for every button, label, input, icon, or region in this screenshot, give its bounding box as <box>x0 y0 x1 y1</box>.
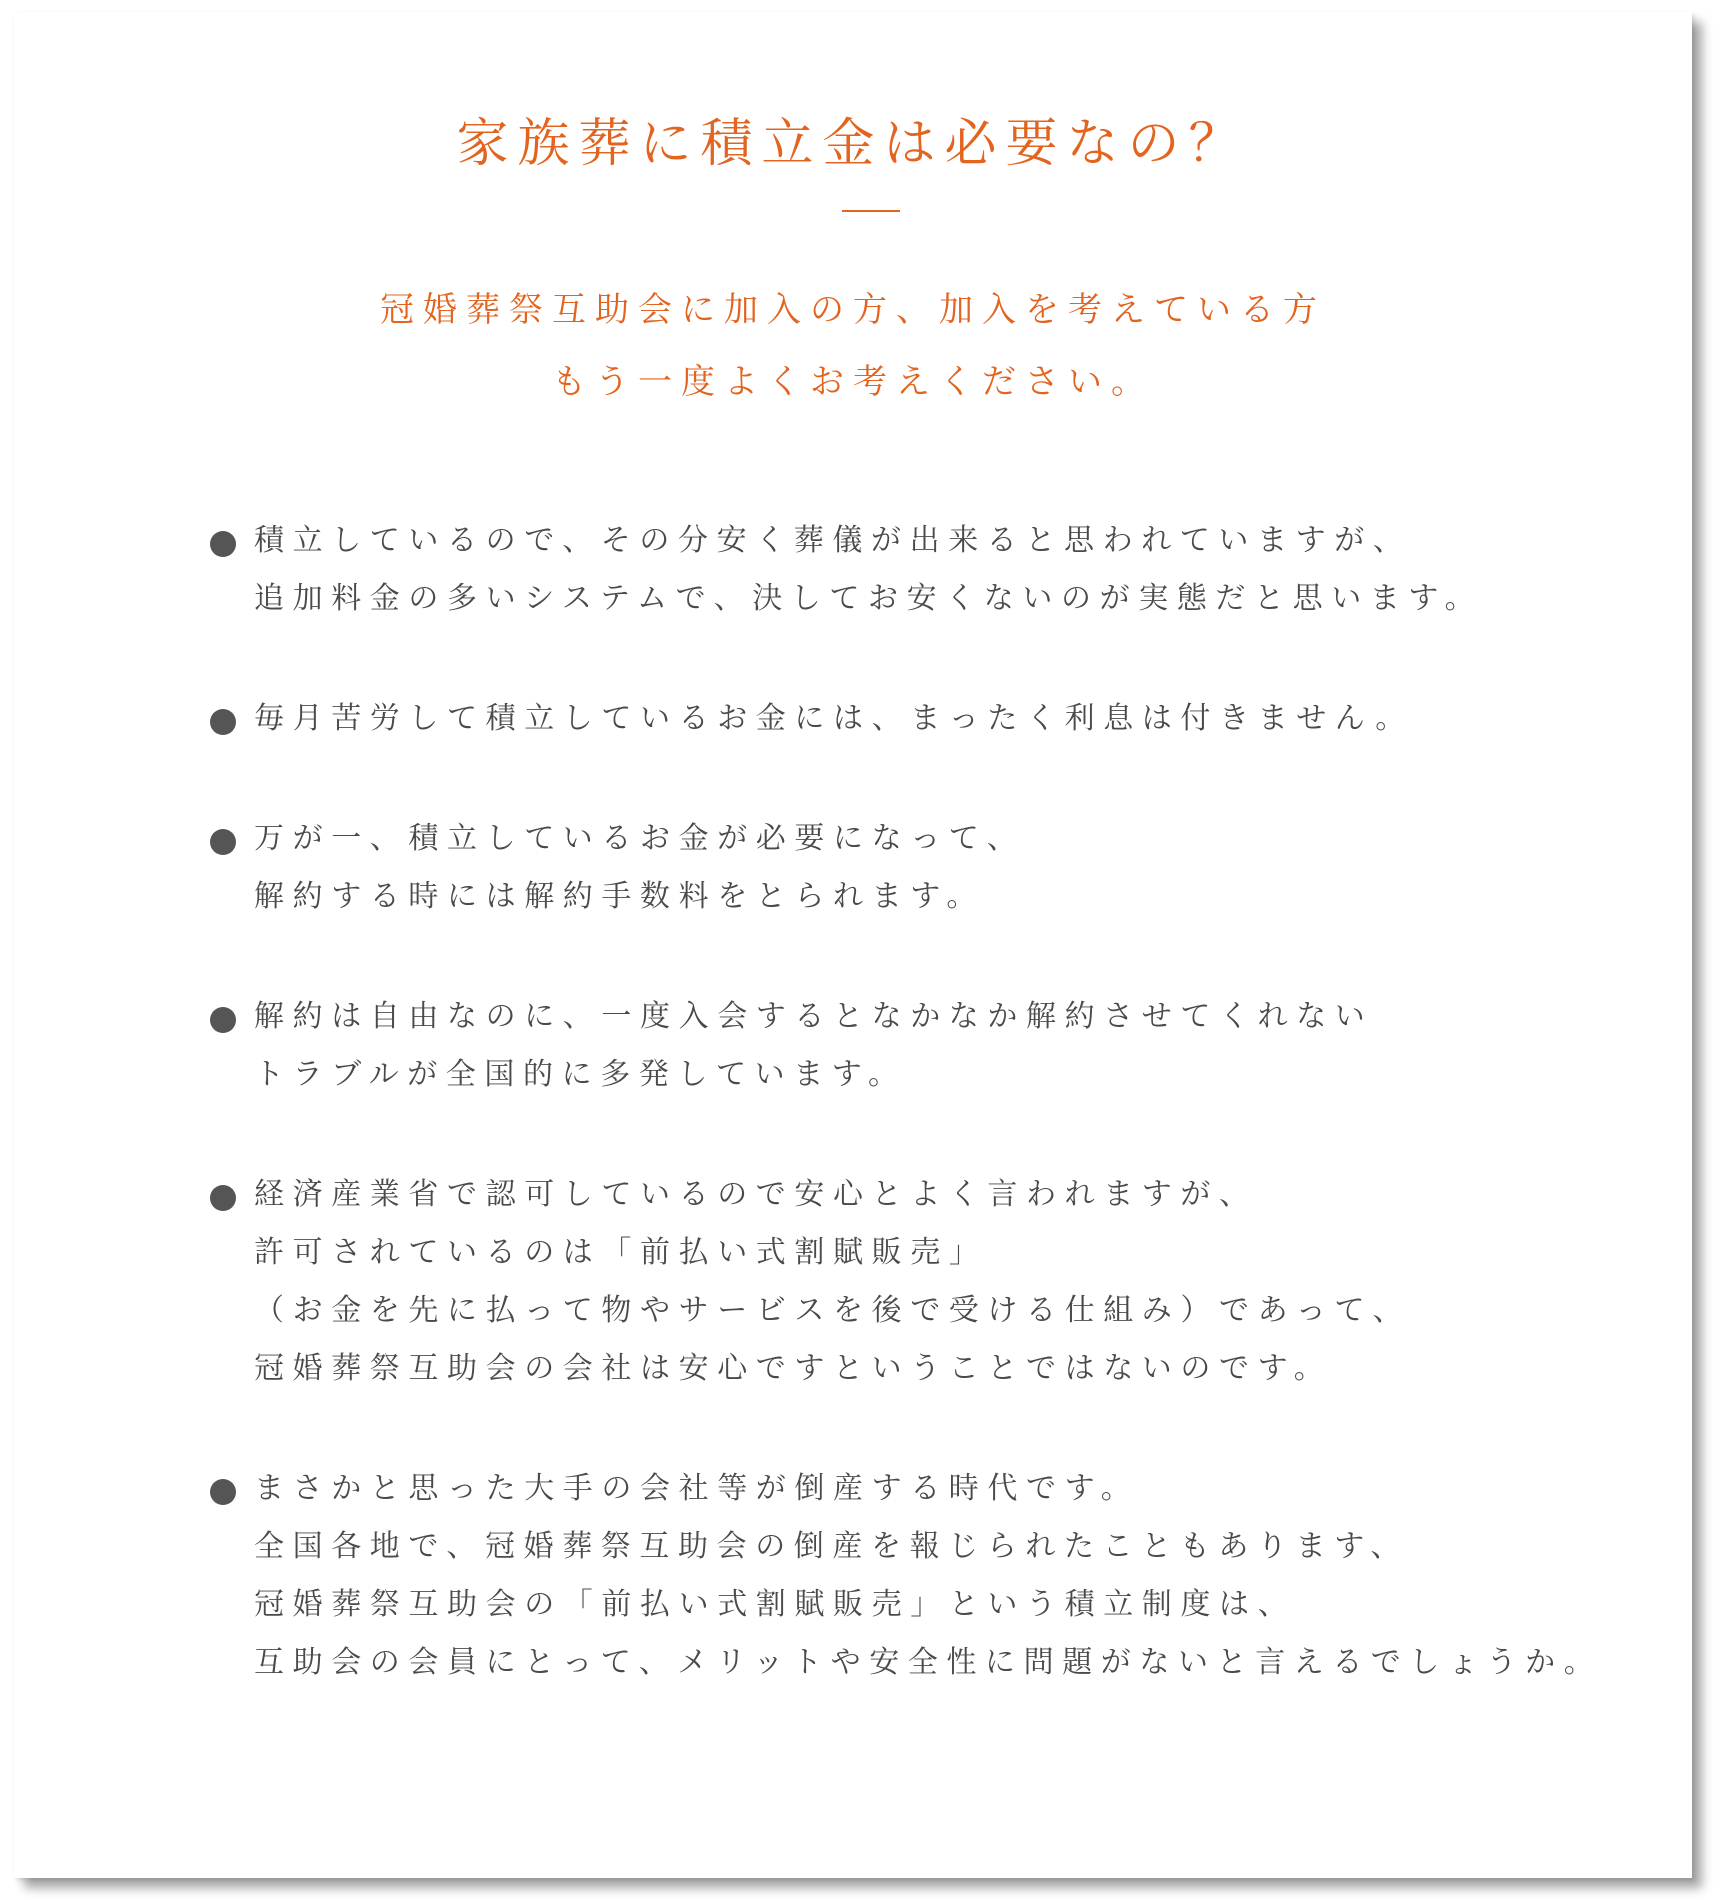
point-text: 解約する時には解約手数料をとられます。 <box>254 879 985 914</box>
bullet-icon <box>210 829 236 855</box>
point-text: 毎月苦労して積立しているお金には、まったく利息は付きません。 <box>254 701 1414 736</box>
subtitle-line: 冠婚葬祭互助会に加入の方、加入を考えている方 <box>380 290 1326 330</box>
content-card <box>14 12 1692 1878</box>
point-text: 全国各地で、冠婚葬祭互助会の倒産を報じられたこともあります、 <box>254 1529 1409 1564</box>
point-text: 経済産業省で認可しているので安心とよく言われますが、 <box>254 1177 1258 1212</box>
point-text: まさかと思った大手の会社等が倒産する時代です。 <box>254 1471 1140 1506</box>
list-item <box>210 1460 1630 1692</box>
point-list <box>210 512 1630 1754</box>
list-item <box>210 810 1630 926</box>
subtitle <box>14 274 1692 418</box>
title-divider <box>842 210 900 212</box>
point-text: 万が一、積立しているお金が必要になって、 <box>254 821 1026 856</box>
point-text: （お金を先に払って物やサービスを後で受ける仕組み）であって、 <box>254 1293 1412 1328</box>
point-text: 積立しているので、その分安く葬儀が出来ると思われていますが、 <box>254 523 1412 558</box>
bullet-icon <box>210 1185 236 1211</box>
list-item <box>210 988 1630 1104</box>
point-text: 互助会の会員にとって、メリットや安全性に問題がないと言えるでしょうか。 <box>254 1645 1603 1680</box>
bullet-icon <box>210 1007 236 1033</box>
bullet-icon <box>210 709 236 735</box>
page-title: 家族葬に積立金は必要なの？ <box>456 114 1250 174</box>
point-text: 追加料金の多いシステムで、決してお安くないのが実態だと思います。 <box>254 581 1484 616</box>
point-text: 許可されているのは「前払い式割賦販売」 <box>254 1235 988 1270</box>
bullet-icon <box>210 1479 236 1505</box>
bullet-icon <box>210 531 236 557</box>
point-text: 冠婚葬祭互助会の「前払い式割賦販売」という積立制度は、 <box>254 1587 1297 1622</box>
point-text: 冠婚葬祭互助会の会社は安心ですということではないのです。 <box>254 1351 1333 1386</box>
subtitle-line: もう一度よくお考えください。 <box>552 362 1154 402</box>
list-item <box>210 690 1630 748</box>
point-text: 解約は自由なのに、一度入会するとなかなか解約させてくれない <box>254 999 1374 1034</box>
list-item <box>210 512 1630 628</box>
point-text: トラブルが全国的に多発しています。 <box>254 1057 907 1092</box>
list-item <box>210 1166 1630 1398</box>
